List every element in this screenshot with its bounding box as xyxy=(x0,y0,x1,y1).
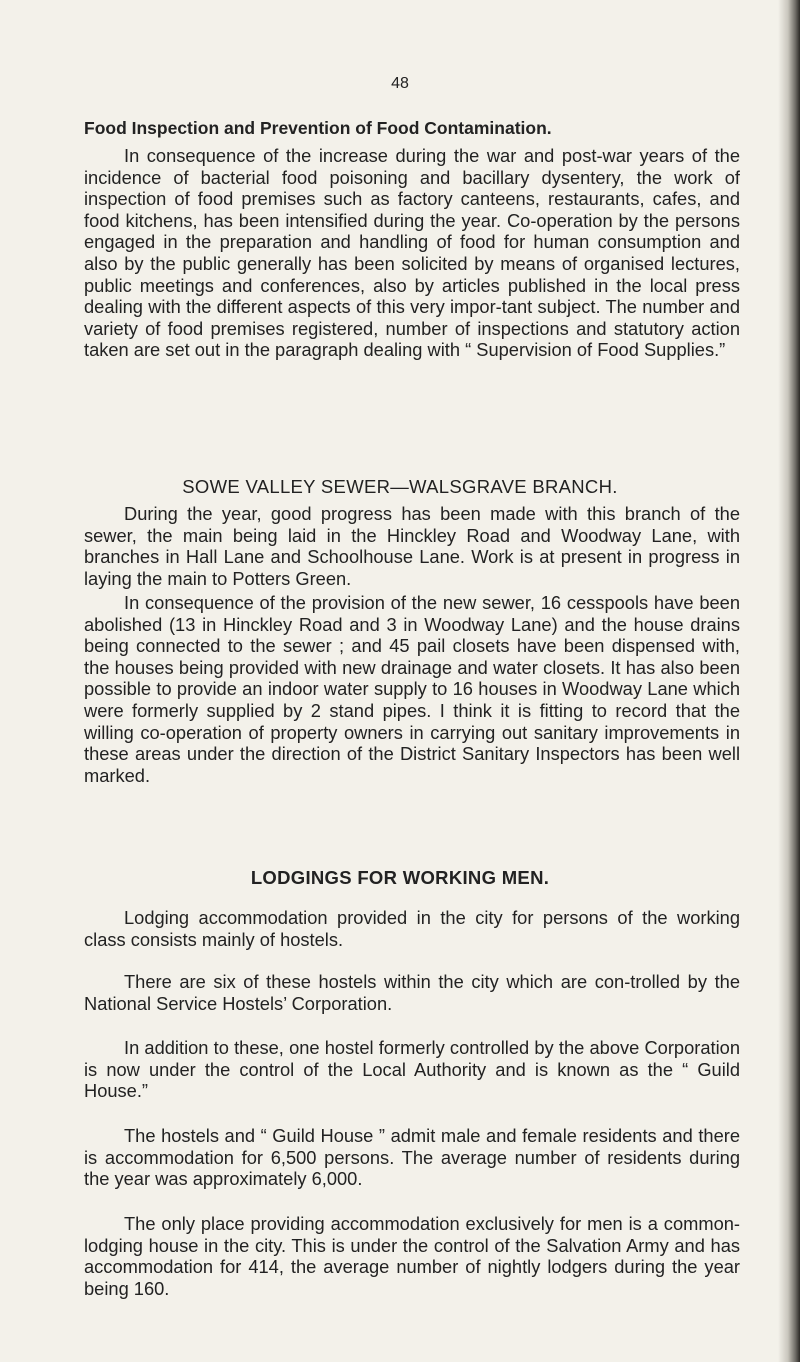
page-edge-shadow xyxy=(778,0,800,1362)
paragraph-six-hostels: There are six of these hostels within the city which are con-trolled by the National Service Hostels’ Corporation. xyxy=(84,971,740,1014)
section-heading-sowe-valley: SOWE VALLEY SEWER—WALSGRAVE BRANCH. xyxy=(182,476,618,497)
paragraph-salvation-army: The only place providing accommodation exclusively for men is a common-lodging house in the city. This is under the control of the Salvation Army and has accommodation for 414, the average number of nightly lodgers during the year being 160. xyxy=(84,1213,740,1299)
paragraph-guild-house: In addition to these, one hostel formerly controlled by the above Corporation is now under the control of the Local Authority and is known as the “ Guild House.” xyxy=(84,1037,740,1102)
paragraph-hostel-residents: The hostels and “ Guild House ” admit male and female residents and there is accommodation for 6,500 persons. The average number of residents during the year was approximately 6,000. xyxy=(84,1125,740,1190)
page-number: 48 xyxy=(391,75,409,92)
section-heading-food-inspection: Food Inspection and Prevention of Food Contamination. xyxy=(84,118,552,138)
paragraph-sewer-provision: In consequence of the provision of the new sewer, 16 cesspools have been abolished (13 in Hinckley Road and 3 in Woodway Lane) and the house drains being connected to the sewer ; and 45 pail closets have been dispensed with, the houses being provided with new drainage and water closets. It has also been possible to provide an indoor water supply to 16 houses in Woodway Lane which were formerly supplied by 2 stand pipes. I think it is fitting to record that the willing co-operation of property owners in carrying out sanitary improvements in these areas under the direction of the District Sanitary Inspectors has been well marked. xyxy=(84,592,740,786)
paragraph-lodging-accommodation: Lodging accommodation provided in the city for persons of the working class consists mainly of hostels. xyxy=(84,907,740,950)
section-heading-lodgings: LODGINGS FOR WORKING MEN. xyxy=(250,867,550,888)
paragraph-food-inspection: In consequence of the increase during the war and post-war years of the incidence of bacterial food poisoning and bacillary dysentery, the work of inspection of food premises such as factory canteens, restaurants, cafes, and food kitchens, has been intensified during the year. Co-operation by the persons engaged in the preparation and handling of food for human consumption and also by the public generally has been solicited by means of organised lectures, public meetings and conferences, also by articles published in the local press dealing with the different aspects of this very impor-tant subject. The number and variety of food premises registered, number of inspections and statutory action taken are set out in the paragraph dealing with “ Supervision of Food Supplies.” xyxy=(84,145,740,361)
paragraph-sewer-progress: During the year, good progress has been made with this branch of the sewer, the main being laid in the Hinckley Road and Woodway Lane, with branches in Hall Lane and Schoolhouse Lane. Work is at present in progress in laying the main to Potters Green. xyxy=(84,503,740,589)
